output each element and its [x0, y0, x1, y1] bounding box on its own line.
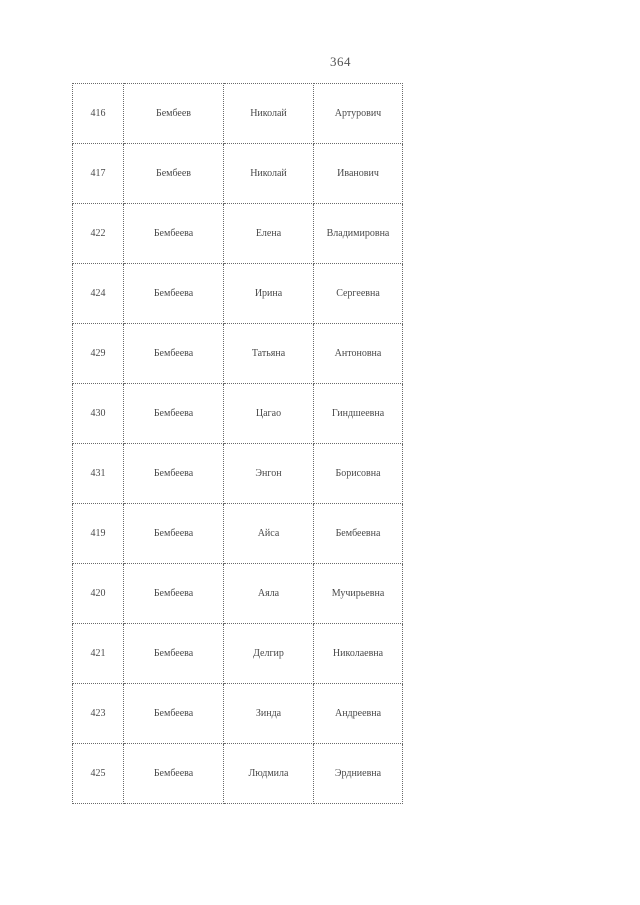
patronymic-cell: Антоновна	[314, 324, 403, 384]
table-row	[73, 324, 403, 384]
row-number: 417	[73, 144, 124, 204]
surname-cell: Бембеева	[124, 324, 224, 384]
table-row	[73, 744, 403, 804]
row-number: 419	[73, 504, 124, 564]
name-cell: Людмила	[224, 744, 314, 804]
surname-cell: Бембеева	[124, 444, 224, 504]
table-row	[73, 204, 403, 264]
surname-cell: Бембеева	[124, 264, 224, 324]
surname-cell: Бембеев	[124, 84, 224, 144]
table-row	[73, 504, 403, 564]
surname-cell: Бембеева	[124, 624, 224, 684]
patronymic-cell: Владимировна	[314, 204, 403, 264]
surname-cell: Бембеева	[124, 564, 224, 624]
surname-cell: Бембеева	[124, 744, 224, 804]
patronymic-cell: Сергеевна	[314, 264, 403, 324]
row-number: 420	[73, 564, 124, 624]
row-number: 422	[73, 204, 124, 264]
row-number: 429	[73, 324, 124, 384]
patronymic-cell: Андреевна	[314, 684, 403, 744]
table-row	[73, 84, 403, 144]
patronymic-cell: Эрдниевна	[314, 744, 403, 804]
row-number: 416	[73, 84, 124, 144]
row-number: 431	[73, 444, 124, 504]
patronymic-cell: Гиндшеевна	[314, 384, 403, 444]
name-cell: Николай	[224, 84, 314, 144]
table-row	[73, 384, 403, 444]
surname-cell: Бембеева	[124, 504, 224, 564]
name-cell: Елена	[224, 204, 314, 264]
patronymic-cell: Бембеевна	[314, 504, 403, 564]
surname-cell: Бембеев	[124, 144, 224, 204]
patronymic-cell: Борисовна	[314, 444, 403, 504]
patronymic-cell: Артурович	[314, 84, 403, 144]
surname-cell: Бембеева	[124, 684, 224, 744]
table-row	[73, 264, 403, 324]
name-cell: Зинда	[224, 684, 314, 744]
name-cell: Ирина	[224, 264, 314, 324]
table-row	[73, 624, 403, 684]
row-number: 430	[73, 384, 124, 444]
table-row	[73, 684, 403, 744]
surname-cell: Бембеева	[124, 384, 224, 444]
page-number: 364	[330, 54, 351, 69]
name-cell: Айса	[224, 504, 314, 564]
row-number: 424	[73, 264, 124, 324]
row-number: 423	[73, 684, 124, 744]
table-row	[73, 144, 403, 204]
name-cell: Николай	[224, 144, 314, 204]
patronymic-cell: Николаевна	[314, 624, 403, 684]
surname-cell: Бембеева	[124, 204, 224, 264]
table-row	[73, 444, 403, 504]
row-number: 425	[73, 744, 124, 804]
patronymic-cell: Мучирьевна	[314, 564, 403, 624]
name-cell: Делгир	[224, 624, 314, 684]
name-cell: Энгон	[224, 444, 314, 504]
patronymic-cell: Иванович	[314, 144, 403, 204]
name-cell: Цагао	[224, 384, 314, 444]
name-cell: Аяла	[224, 564, 314, 624]
row-number: 421	[73, 624, 124, 684]
table-row	[73, 564, 403, 624]
name-cell: Татьяна	[224, 324, 314, 384]
register-table	[72, 83, 403, 804]
